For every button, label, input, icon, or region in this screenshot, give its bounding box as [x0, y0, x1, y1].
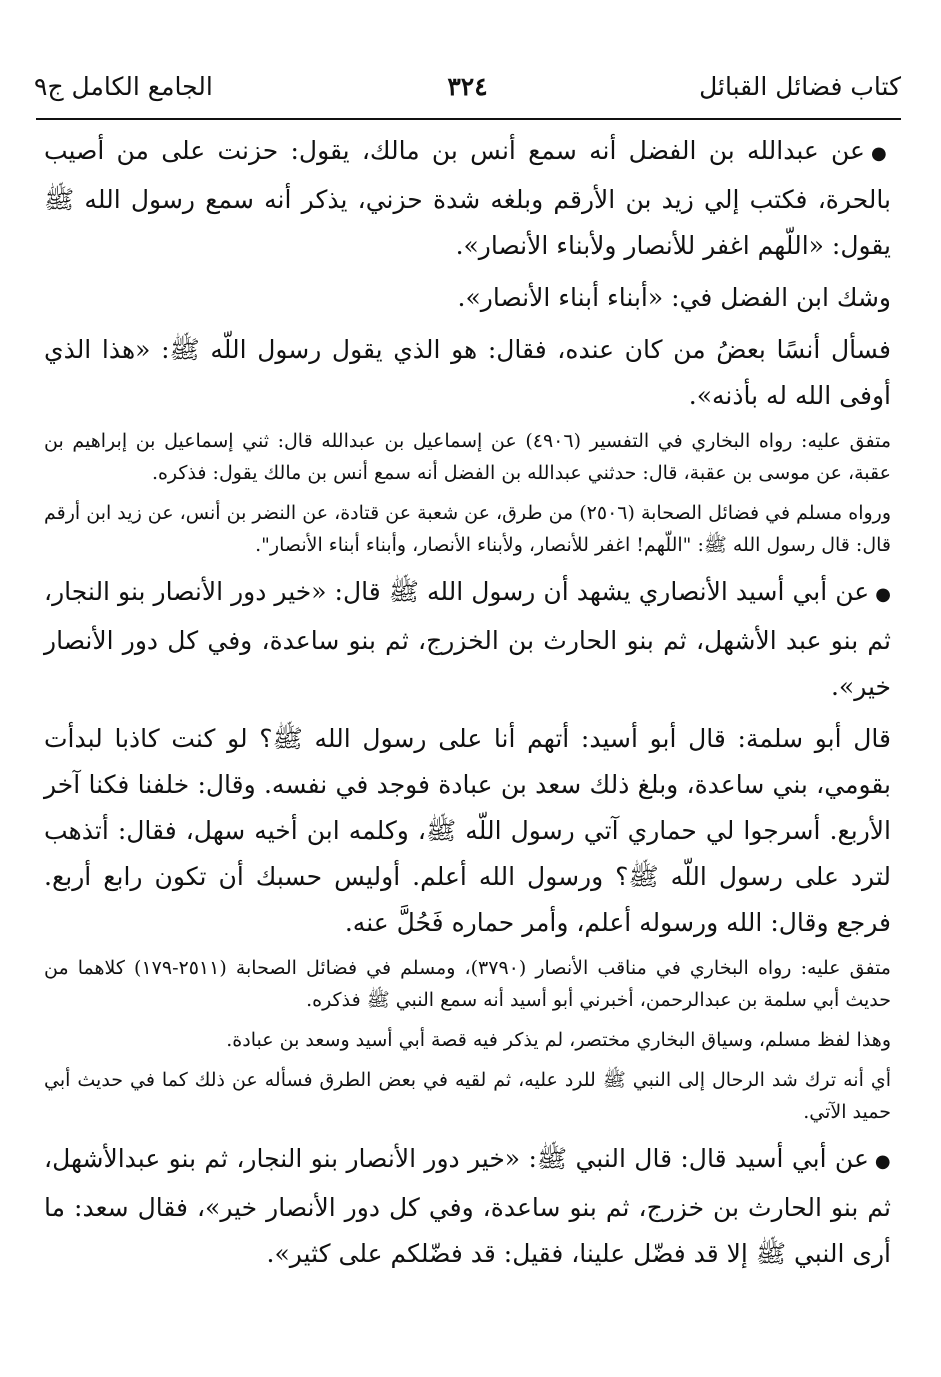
note-text: وهذا لفظ مسلم، وسياق البخاري مختصر، لم يذكر فيه قصة أبي أسيد وسعد بن عبادة. [226, 1029, 891, 1051]
note-text: متفق عليه: رواه البخاري في مناقب الأنصار (٣٧٩٠)، ومسلم في فضائل الصحابة (٢٥١١-١٧٩) كلاهما من حديث أبي سلمة بن عبدالرحمن، أخبرني أبو أسيد أنه سمع النبي ﷺ فذكره. [44, 957, 891, 1011]
hadith-paragraph [44, 128, 891, 269]
paragraph-text: عن أبي أسيد قال: قال النبي ﷺ: «خير دور الأنصار بنو النجار، ثم بنو عبدالأشهل، ثم بنو الحارث بن خزرج، ثم بنو ساعدة، وفي كل دور الأنصار خير»، فقال سعد: ما أرى النبي ﷺ إلا قد فضّل علينا، فقيل: قد فضّلكم على كثير». [44, 1144, 891, 1268]
volume-label: الجامع الكامل ج٩ [34, 72, 213, 101]
paragraph-text: فسأل أنسًا بعضُ من كان عنده، فقال: هو الذي يقول رسول اللّه ﷺ: «هذا الذي أوفى الله له بأذنه». [44, 335, 891, 410]
book-title: كتاب فضائل القبائل [699, 72, 901, 101]
bullet-icon: ● [874, 1151, 891, 1172]
takhrij-note [44, 425, 891, 489]
page-number: ٣٢٤ [447, 72, 488, 101]
paragraph-text: عن عبدالله بن الفضل أنه سمع أنس بن مالك، يقول: حزنت على من أصيب بالحرة، فكتب إلي زيد بن الأرقم وبلغه شدة حزني، يذكر أنه سمع رسول الله ﷺ يقول: «اللّهم اغفر للأنصار ولأبناء الأنصار». [44, 136, 891, 260]
takhrij-note [44, 1024, 891, 1056]
paragraph-text: عن أبي أسيد الأنصاري يشهد أن رسول الله ﷺ قال: «خير دور الأنصار بنو النجار، ثم بنو عبد الأشهل، ثم بنو الحارث بن الخزرج، ثم بنو ساعدة، وفي كل دور الأنصار خير». [44, 577, 891, 701]
page-body [44, 128, 891, 1283]
takhrij-note [44, 952, 891, 1016]
hadith-paragraph [44, 1136, 891, 1277]
bullet-icon: ● [870, 143, 891, 164]
narration-paragraph [44, 275, 891, 321]
page-header [34, 66, 901, 114]
note-text: ورواه مسلم في فضائل الصحابة (٢٥٠٦) من طرق، عن شعبة عن قتادة، عن النضر بن أنس، عن زيد ابن أرقم قال: قال رسول الله ﷺ: "اللّهم! اغفر للأنصار، ولأبناء الأنصار، وأبناء أبناء الأنصار". [44, 502, 891, 556]
header-rule [36, 118, 901, 120]
paragraph-text: وشك ابن الفضل في: «أبناء أبناء الأنصار». [457, 283, 891, 312]
note-text: متفق عليه: رواه البخاري في التفسير (٤٩٠٦) عن إسماعيل بن عبدالله قال: ثني إسماعيل بن إبراهيم بن عقبة، عن موسى بن عقبة، قال: حدثني عبدالله بن الفضل أنه سمع أنس بن مالك يقول: فذكره. [44, 430, 891, 484]
narration-paragraph [44, 716, 891, 946]
bullet-icon: ● [875, 584, 891, 605]
takhrij-note [44, 497, 891, 561]
note-text: أي أنه ترك شد الرحال إلى النبي ﷺ للرد عليه، ثم لقيه في بعض الطرق فسأله عن ذلك كما في حديث أبي حميد الآتي. [44, 1069, 891, 1123]
narration-paragraph [44, 327, 891, 419]
paragraph-text: قال أبو سلمة: قال أبو أسيد: أتهم أنا على رسول الله ﷺ؟ لو كنت كاذبا لبدأت بقومي، بني ساعدة، وبلغ ذلك سعد بن عبادة فوجد في نفسه. وقال: خلفنا فكنا آخر الأربع. أسرجوا لي حماري آتي رسول اللّه ﷺ، وكلمه ابن أخيه سهل، فقال: أتذهب لترد على رسول اللّه ﷺ؟ ورسول الله أعلم. أوليس حسبك أن تكون رابع أربع. فرجع وقال: الله ورسوله أعلم، وأمر حماره فَحُلَّ عنه. [44, 724, 891, 937]
takhrij-note [44, 1064, 891, 1128]
hadith-paragraph [44, 569, 891, 710]
